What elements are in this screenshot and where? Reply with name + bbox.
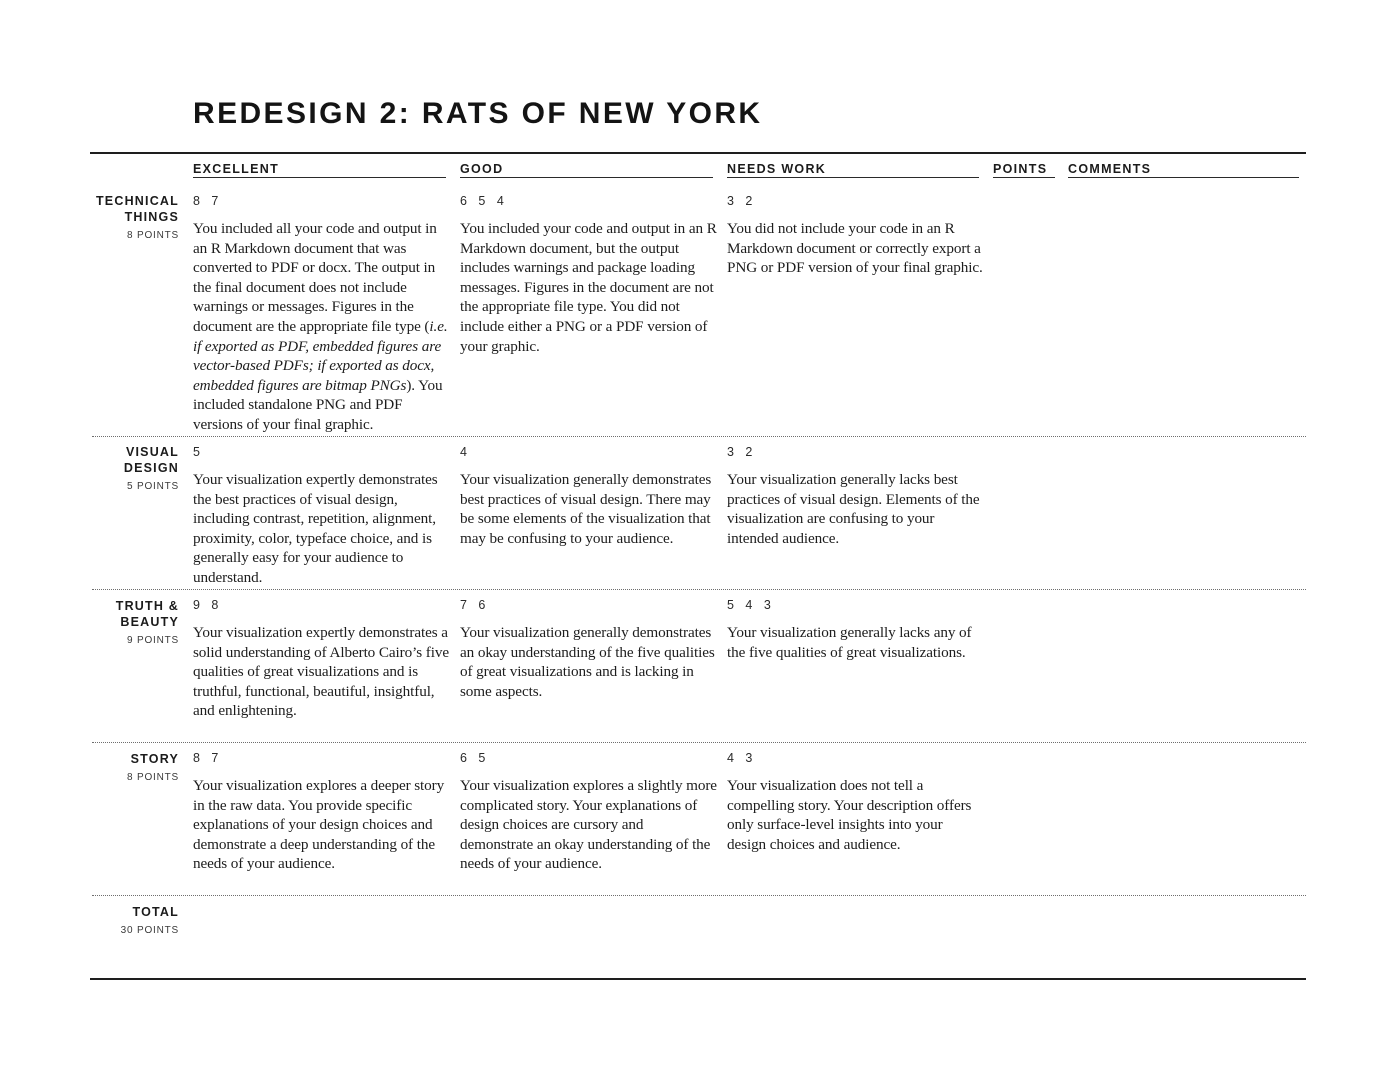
cell-truth-needs-work — [727, 598, 985, 662]
cell-technical-needs-work — [727, 194, 985, 278]
column-header-comments: COMMENTS — [1068, 162, 1299, 178]
criterion-description: Your visualization generally demonstrates best practices of visual design. There may be some elements of the visualization that may be confusing to your audience. — [460, 471, 712, 547]
row-label-line: TRUTH & — [115, 599, 179, 613]
column-header-needs-work: NEEDS WORK — [727, 162, 979, 178]
top-rule — [90, 152, 1306, 154]
score-options: 9 8 — [193, 598, 219, 612]
criterion-description: Your visualization does not tell a compelling story. Your description offers only surface-level insights into your design choices and audience. — [727, 777, 972, 853]
cell-visual-good — [460, 445, 718, 548]
score-options: 8 7 — [193, 194, 219, 208]
row-divider — [92, 895, 1306, 896]
column-header-excellent: EXCELLENT — [193, 162, 446, 178]
row-label-story — [79, 751, 179, 786]
score-options: 5 4 3 — [727, 598, 772, 612]
criterion-description: You included all your code and output in an R Markdown document that was converted to PDF or docx. The output in the final document does not include warnings or messages. Figures in the document are the appropriate file type (i.e. if exported as PDF, embedded figures are vector-based PDFs; if exported as docx, embedded figures are bitmap PNGs). You included standalone PNG and PDF versions of your final graphic. — [193, 220, 448, 433]
score-options: 6 5 — [460, 751, 486, 765]
score-options: 8 7 — [193, 751, 219, 765]
row-label-truth-beauty — [79, 598, 179, 649]
row-points: 5 POINTS — [127, 481, 179, 492]
row-points: 9 POINTS — [127, 635, 179, 646]
page-title: REDESIGN 2: RATS OF NEW YORK — [193, 97, 763, 130]
row-label-line: TECHNICAL — [95, 194, 179, 208]
bottom-rule — [90, 978, 1306, 980]
score-options: 5 — [193, 445, 201, 459]
cell-visual-needs-work — [727, 445, 985, 548]
row-label-line: VISUAL — [125, 445, 179, 459]
criterion-description: Your visualization explores a slightly more complicated story. Your explanations of design choices are cursory and demonstrate an okay understanding of the needs of your audience. — [460, 777, 717, 873]
row-label-visual-design — [79, 444, 179, 495]
row-points: 8 POINTS — [127, 772, 179, 783]
criterion-description: Your visualization generally demonstrates an okay understanding of the five qualities of great visualizations and is lacking in some aspects. — [460, 624, 715, 700]
criterion-description: Your visualization expertly demonstrates the best practices of visual design, including contrast, repetition, alignment, proximity, color, typeface choice, and is generally easy for your audience to understand. — [193, 471, 438, 586]
row-label-total — [79, 904, 179, 939]
cell-technical-excellent — [193, 194, 451, 435]
score-options: 4 3 — [727, 751, 753, 765]
cell-visual-excellent — [193, 445, 451, 588]
cell-story-needs-work — [727, 751, 985, 854]
row-label-line: STORY — [130, 752, 179, 766]
score-options: 6 5 4 — [460, 194, 505, 208]
row-label-technical-things — [79, 193, 179, 244]
cell-truth-good — [460, 598, 718, 701]
total-label: TOTAL — [132, 905, 179, 919]
row-label-line: DESIGN — [123, 461, 179, 475]
total-points: 30 POINTS — [120, 925, 179, 936]
cell-technical-good — [460, 194, 718, 356]
criterion-description: Your visualization generally lacks any of the five qualities of great visualizations. — [727, 624, 972, 661]
criterion-description: You included your code and output in an R Markdown document, but the output includes warnings and package loading messages. Figures in the document are not the appropriate file type. You did not include either a PNG or a PDF version of your graphic. — [460, 220, 717, 355]
row-label-line: THINGS — [124, 210, 179, 224]
score-options: 3 2 — [727, 194, 753, 208]
row-divider — [92, 742, 1306, 743]
column-header-points: POINTS — [993, 162, 1055, 178]
column-header-good: GOOD — [460, 162, 713, 178]
row-label-line: BEAUTY — [120, 615, 179, 629]
cell-story-good — [460, 751, 718, 874]
cell-story-excellent — [193, 751, 451, 874]
cell-truth-excellent — [193, 598, 451, 721]
criterion-description: Your visualization expertly demonstrates a solid understanding of Alberto Cairo’s five qualities of great visualizations and is truthful, functional, beautiful, insightful, and enlightening. — [193, 624, 449, 720]
score-options: 3 2 — [727, 445, 753, 459]
criterion-description: Your visualization generally lacks best practices of visual design. Elements of the visualization are confusing to your intended audience. — [727, 471, 980, 547]
score-options: 7 6 — [460, 598, 486, 612]
row-points: 8 POINTS — [127, 230, 179, 241]
row-divider — [92, 589, 1306, 590]
row-divider — [92, 436, 1306, 437]
criterion-description: You did not include your code in an R Markdown document or correctly export a PNG or PDF version of your final graphic. — [727, 220, 983, 277]
criterion-description: Your visualization explores a deeper story in the raw data. You provide specific explanations of your design choices and demonstrate a deep understanding of the needs of your audience. — [193, 777, 445, 873]
score-options: 4 — [460, 445, 468, 459]
